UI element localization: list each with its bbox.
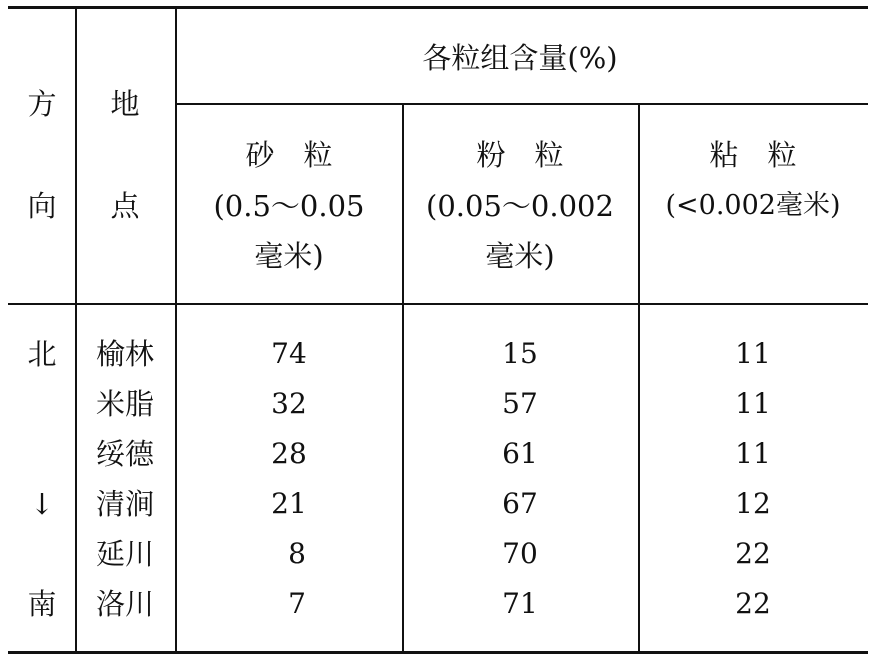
row-silt-value: 57	[502, 387, 538, 420]
row-place: 榆林	[95, 337, 155, 371]
row-sand-value: 7	[288, 587, 306, 620]
row-place: 洛川	[95, 587, 155, 621]
row-silt-value: 61	[502, 437, 538, 470]
row-silt-value: 70	[502, 537, 538, 570]
row-silt-value: 15	[502, 337, 538, 370]
row-sand-value: 8	[288, 537, 306, 570]
header-sand-name: 砂 粒	[245, 138, 333, 172]
row-silt-value: 71	[502, 587, 538, 620]
bottom-rule	[8, 651, 868, 654]
column-divider-1	[75, 8, 77, 653]
row-clay-value: 22	[735, 537, 771, 570]
header-place-char1: 地	[110, 87, 140, 121]
row-place: 清涧	[95, 487, 155, 521]
header-silt-range: (0.05～0.002	[426, 189, 614, 223]
direction-arrow: ↓	[29, 487, 55, 521]
row-sand-value: 28	[271, 437, 307, 470]
group-header-rule	[177, 103, 868, 105]
column-divider-3	[402, 104, 404, 653]
header-sand-range: (0.5～0.05	[213, 189, 365, 223]
row-clay-value: 11	[735, 337, 771, 370]
row-clay-value: 11	[735, 437, 771, 470]
column-divider-2	[175, 8, 177, 653]
column-divider-4	[638, 104, 640, 653]
direction-north: 北	[27, 337, 57, 371]
row-sand-value: 21	[271, 487, 307, 520]
header-bottom-rule	[8, 303, 868, 305]
row-sand-value: 74	[271, 337, 307, 370]
header-sand-unit: 毫米)	[254, 239, 324, 273]
row-silt-value: 67	[502, 487, 538, 520]
row-place: 延川	[95, 537, 155, 571]
header-direction-char2: 向	[27, 189, 57, 223]
header-direction-char1: 方	[27, 87, 57, 121]
header-silt-unit: 毫米)	[485, 239, 555, 273]
row-clay-value: 11	[735, 387, 771, 420]
row-sand-value: 32	[271, 387, 307, 420]
header-group-content: 各粒组含量(%)	[422, 41, 618, 75]
row-clay-value: 12	[735, 487, 771, 520]
direction-south: 南	[27, 587, 57, 621]
row-place: 绥德	[95, 437, 155, 471]
header-silt-name: 粉 粒	[476, 138, 564, 172]
top-rule	[8, 6, 868, 9]
header-place-char2: 点	[110, 189, 140, 223]
header-clay-range: (<0.002毫米)	[665, 190, 841, 221]
row-place: 米脂	[95, 387, 155, 421]
header-clay-name: 粘 粒	[709, 138, 797, 172]
row-clay-value: 22	[735, 587, 771, 620]
